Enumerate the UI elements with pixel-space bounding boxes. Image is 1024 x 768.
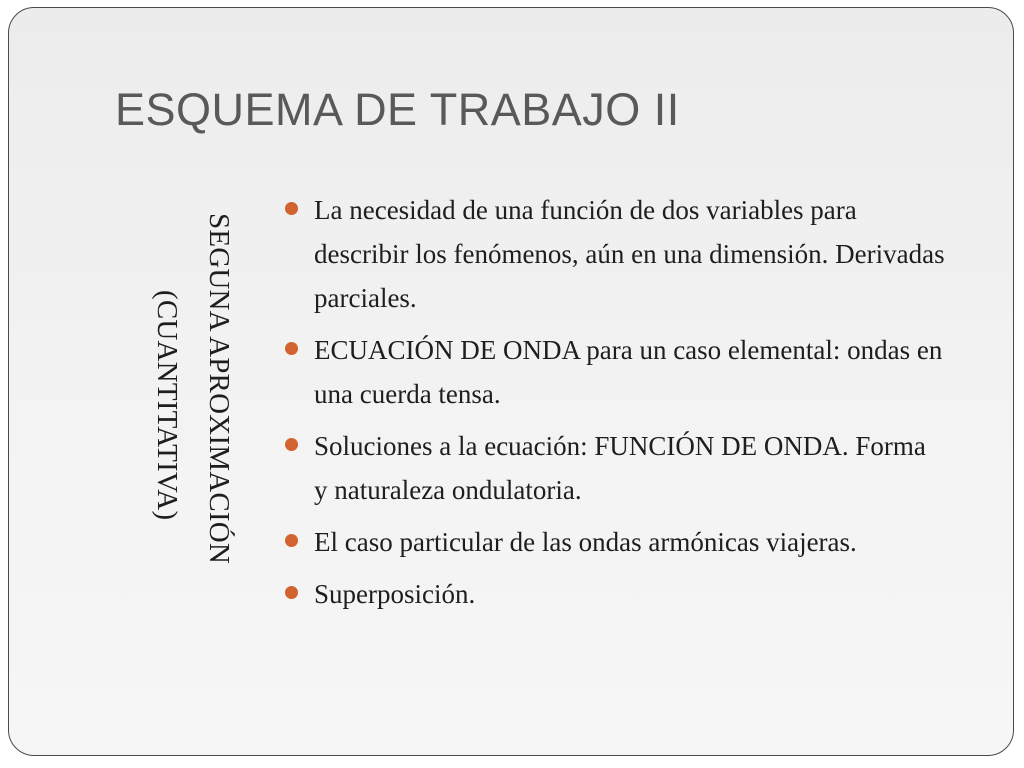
bullet-item	[285, 520, 945, 564]
bullet-text: ECUACIÓN DE ONDA para un caso elemental: ondas en una cuerda tensa.	[314, 335, 943, 409]
bullet-dot-icon	[285, 202, 298, 215]
bullet-item	[285, 328, 945, 416]
bullet-dot-icon	[285, 438, 298, 451]
slide-title: ESQUEMA DE TRABAJO II	[115, 84, 680, 135]
bullet-text: La necesidad de una función de dos variables para describir los fenómenos, aún en una dimensión. Derivadas parciales.	[314, 195, 945, 313]
bullet-text: Soluciones a la ecuación: FUNCIÓN DE ONDA. Forma y naturaleza ondulatoria.	[314, 431, 926, 505]
bullet-dot-icon	[285, 586, 298, 599]
bullet-dot-icon	[285, 534, 298, 547]
bullet-item	[285, 572, 945, 616]
bullet-item	[285, 424, 945, 512]
bullet-text: Superposición.	[314, 579, 476, 609]
bullet-dot-icon	[285, 342, 298, 355]
bullet-list	[285, 188, 945, 624]
bullet-text: El caso particular de las ondas armónicas viajeras.	[314, 527, 857, 557]
side-heading-line-1: SEGUNA APROXIMACIÓN	[203, 213, 235, 565]
bullet-item	[285, 188, 945, 320]
side-heading-line-2: (CUANTITATIVA)	[151, 290, 183, 521]
